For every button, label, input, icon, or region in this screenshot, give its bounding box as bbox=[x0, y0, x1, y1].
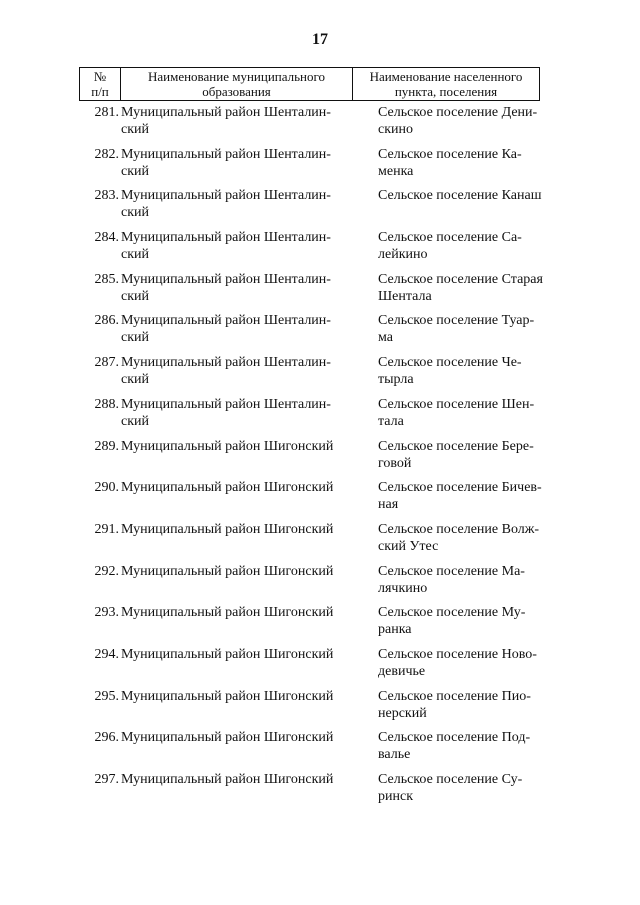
municipality-name-line: ский bbox=[121, 163, 149, 179]
table-row bbox=[0, 479, 640, 521]
settlement-name-line: менка bbox=[378, 163, 414, 179]
settlement-name-line: ский Утес bbox=[378, 538, 439, 554]
municipality-name-line: Муниципальный район Шигонский bbox=[121, 480, 334, 496]
settlement-name bbox=[378, 229, 563, 263]
municipality-name-line: Муниципальный район Шигонский bbox=[121, 563, 334, 579]
municipality-name-line bbox=[121, 705, 361, 722]
municipality-name-line bbox=[121, 538, 361, 555]
table-row bbox=[0, 438, 640, 480]
municipality-name bbox=[121, 104, 361, 138]
table-row bbox=[0, 271, 640, 313]
municipality-name bbox=[121, 229, 361, 263]
header-settlement-line-2: пункта, поселения bbox=[394, 84, 498, 99]
settlement-name-line: девичье bbox=[378, 663, 426, 679]
settlement-name-line: Сельское поселение Ново- bbox=[378, 646, 537, 662]
municipality-name-line bbox=[121, 746, 361, 763]
row-number: 293. bbox=[94, 605, 119, 621]
row-number: 292. bbox=[94, 563, 119, 579]
settlement-name bbox=[378, 104, 563, 138]
table-body bbox=[0, 104, 640, 813]
settlement-name bbox=[378, 312, 563, 346]
header-municipality-line-1: Наименование муниципального bbox=[147, 69, 326, 84]
municipality-name-line: ский bbox=[121, 205, 149, 221]
settlement-name bbox=[378, 563, 563, 597]
municipality-name-line: Муниципальный район Шенталин- bbox=[121, 313, 331, 329]
settlement-name-line: лячкино bbox=[378, 580, 428, 596]
header-municipality bbox=[121, 68, 353, 101]
settlement-name-line: Сельское поселение Волж- bbox=[378, 521, 540, 537]
municipality-name bbox=[121, 354, 361, 388]
municipality-name bbox=[121, 604, 361, 638]
settlement-name-line: ная bbox=[378, 497, 399, 513]
table-row bbox=[0, 229, 640, 271]
municipality-name bbox=[121, 479, 361, 513]
municipality-name-line: Муниципальный район Шенталин- bbox=[121, 230, 331, 246]
settlement-name-line: ма bbox=[378, 330, 393, 346]
settlement-name bbox=[378, 146, 563, 180]
row-number: 283. bbox=[94, 188, 119, 204]
table-row bbox=[0, 187, 640, 229]
settlement-name-line: Сельское поселение Му- bbox=[378, 605, 526, 621]
settlement-name-line: Сельское поселение Пио- bbox=[378, 688, 531, 704]
row-number: 285. bbox=[94, 271, 119, 287]
row-number: 290. bbox=[94, 480, 119, 496]
municipality-name-line: Муниципальный район Шигонский bbox=[121, 688, 334, 704]
row-number: 297. bbox=[94, 772, 119, 787]
settlement-name bbox=[378, 396, 563, 430]
municipality-name-line: Муниципальный район Шенталин- bbox=[121, 396, 331, 412]
municipality-name-line: Муниципальный район Шигонский bbox=[121, 605, 334, 621]
settlement-name-line: тала bbox=[378, 413, 404, 429]
settlement-name bbox=[378, 479, 563, 513]
settlement-name bbox=[378, 521, 563, 555]
settlement-name-line: лейкино bbox=[378, 247, 428, 263]
settlement-name-line: Сельское поселение Под- bbox=[378, 730, 531, 746]
settlement-name-line: Сельское поселение Су- bbox=[378, 772, 523, 787]
row-number: 289. bbox=[94, 438, 119, 454]
municipality-name bbox=[121, 771, 361, 805]
municipality-name-line: ский bbox=[121, 330, 149, 346]
table-row bbox=[0, 729, 640, 771]
row-number: 288. bbox=[94, 396, 119, 412]
table-row bbox=[0, 563, 640, 605]
municipality-name-line: Муниципальный район Шенталин- bbox=[121, 146, 331, 162]
settlement-name-line: Сельское поселение Ма- bbox=[378, 563, 525, 579]
municipality-name bbox=[121, 521, 361, 555]
settlement-name-line bbox=[378, 204, 563, 221]
settlement-name-line: говой bbox=[378, 455, 412, 471]
settlement-name bbox=[378, 187, 563, 221]
settlement-name bbox=[378, 604, 563, 638]
settlement-name-line: Сельское поселение Са- bbox=[378, 230, 522, 246]
municipality-name-line: ский bbox=[121, 288, 149, 304]
table-row bbox=[0, 688, 640, 730]
settlement-name bbox=[378, 771, 563, 805]
settlement-name bbox=[378, 646, 563, 680]
table-row bbox=[0, 104, 640, 146]
settlement-name-line: Сельское поселение Туар- bbox=[378, 313, 535, 329]
header-number-line-1: № bbox=[93, 69, 107, 84]
municipality-name-line: Муниципальный район Шигонский bbox=[121, 521, 334, 537]
settlement-name-line: Сельское поселение Канаш bbox=[378, 188, 542, 204]
municipality-name bbox=[121, 646, 361, 680]
municipality-name bbox=[121, 146, 361, 180]
settlement-name-line: Сельское поселение Че- bbox=[378, 355, 522, 371]
row-number: 282. bbox=[94, 146, 119, 162]
municipality-name-line bbox=[121, 663, 361, 680]
municipality-name-line: ский bbox=[121, 247, 149, 263]
settlement-name bbox=[378, 729, 563, 763]
municipality-name-line: Муниципальный район Шигонский bbox=[121, 438, 334, 454]
municipality-name-line bbox=[121, 580, 361, 597]
row-number: 294. bbox=[94, 646, 119, 662]
settlement-name-line: скино bbox=[378, 122, 413, 137]
settlement-name-line: Сельское поселение Старая bbox=[378, 271, 543, 287]
municipality-name-line: Муниципальный район Шенталин- bbox=[121, 271, 331, 287]
settlement-name-line: Шентала bbox=[378, 288, 432, 304]
municipality-name-line: ский bbox=[121, 372, 149, 388]
settlement-name-line: ринск bbox=[378, 789, 413, 804]
settlement-name-line: ранка bbox=[378, 622, 412, 638]
row-number: 295. bbox=[94, 688, 119, 704]
settlement-name-line: Сельское поселение Бере- bbox=[378, 438, 534, 454]
municipality-name bbox=[121, 396, 361, 430]
settlement-name-line: нерский bbox=[378, 705, 427, 721]
row-number: 281. bbox=[94, 105, 119, 120]
settlement-name bbox=[378, 271, 563, 305]
row-number: 291. bbox=[94, 521, 119, 537]
municipality-name bbox=[121, 271, 361, 305]
header-municipality-line-2: образования bbox=[202, 84, 271, 99]
settlement-name-line: Сельское поселение Ка- bbox=[378, 146, 522, 162]
settlement-name-line: тырла bbox=[378, 372, 414, 388]
table-row bbox=[0, 521, 640, 563]
municipality-name bbox=[121, 312, 361, 346]
settlement-name-line: Сельское поселение Бичев- bbox=[378, 480, 542, 496]
municipality-name-line: Муниципальный район Шигонский bbox=[121, 772, 334, 787]
header-settlement-line-1: Наименование населенного bbox=[369, 69, 523, 84]
municipality-name-line bbox=[121, 788, 361, 805]
settlement-name bbox=[378, 688, 563, 722]
header-number-line-2: п/п bbox=[91, 84, 109, 99]
header-number bbox=[80, 68, 121, 101]
municipality-name bbox=[121, 187, 361, 221]
page-number: 17 bbox=[312, 31, 328, 48]
municipality-name-line: Муниципальный район Шенталин- bbox=[121, 188, 331, 204]
municipality-name-line bbox=[121, 621, 361, 638]
municipality-name bbox=[121, 688, 361, 722]
settlement-name-line: Сельское поселение Шен- bbox=[378, 396, 535, 412]
row-number: 286. bbox=[94, 313, 119, 329]
settlement-name-line: Сельское поселение Дени- bbox=[378, 105, 538, 120]
settlement-name bbox=[378, 438, 563, 472]
municipality-name-line: ский bbox=[121, 413, 149, 429]
municipality-name-line: ский bbox=[121, 122, 149, 137]
table-row bbox=[0, 396, 640, 438]
municipality-name-line bbox=[121, 455, 361, 472]
municipality-name bbox=[121, 563, 361, 597]
table-row bbox=[0, 354, 640, 396]
table-row bbox=[0, 771, 640, 813]
municipality-name-line: Муниципальный район Шигонский bbox=[121, 646, 334, 662]
municipality-name-line: Муниципальный район Шенталин- bbox=[121, 355, 331, 371]
row-number: 287. bbox=[94, 355, 119, 371]
header-settlement bbox=[353, 68, 540, 101]
row-number: 284. bbox=[94, 230, 119, 246]
table-row bbox=[0, 604, 640, 646]
table-row bbox=[0, 646, 640, 688]
municipality-name-line bbox=[121, 496, 361, 513]
municipality-name bbox=[121, 438, 361, 472]
table-header bbox=[79, 67, 540, 101]
municipality-name-line: Муниципальный район Шигонский bbox=[121, 730, 334, 746]
row-number: 296. bbox=[94, 730, 119, 746]
table-row bbox=[0, 312, 640, 354]
municipality-name bbox=[121, 729, 361, 763]
settlement-name bbox=[378, 354, 563, 388]
municipality-name-line: Муниципальный район Шенталин- bbox=[121, 105, 331, 120]
settlement-name-line: валье bbox=[378, 747, 411, 763]
table-row bbox=[0, 146, 640, 188]
